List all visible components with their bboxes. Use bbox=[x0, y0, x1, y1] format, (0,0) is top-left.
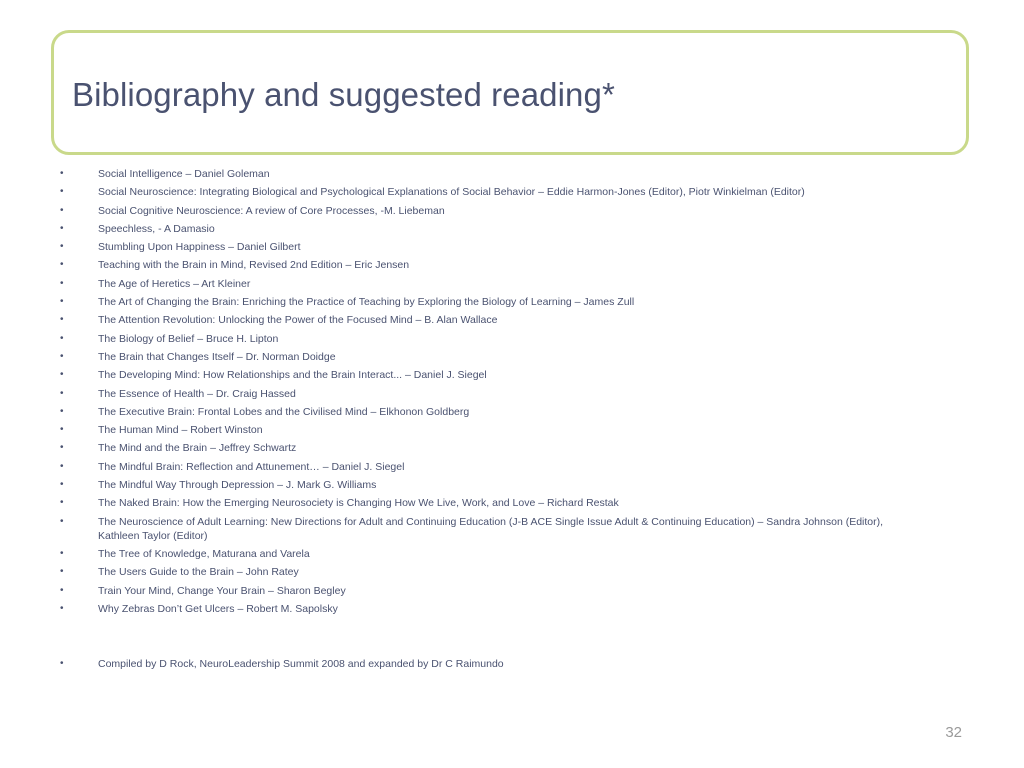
bullet-icon: • bbox=[60, 350, 64, 362]
bullet-icon: • bbox=[60, 547, 64, 559]
reading-item-text: The Neuroscience of Adult Learning: New Directions for Adult and Continuing Education (J-B ACE Single Issue Adult & Continuing Education) – Sandra Johnson (Editor), Kathleen Taylor (Editor) bbox=[98, 515, 884, 542]
reading-item-text: The Art of Changing the Brain: Enriching the Practice of Teaching by Exploring the Biology of Learning – James Zull bbox=[98, 296, 635, 309]
slide-title: Bibliography and suggested reading* bbox=[72, 76, 615, 113]
reading-list-item bbox=[0, 368, 1024, 382]
reading-list-item bbox=[0, 441, 1024, 455]
reading-item-text: The Human Mind – Robert Winston bbox=[98, 424, 263, 437]
reading-item-text: The Brain that Changes Itself – Dr. Norman Doidge bbox=[98, 350, 336, 363]
reading-item-text: The Mind and the Brain – Jeffrey Schwartz bbox=[98, 442, 297, 455]
bullet-icon: • bbox=[60, 460, 64, 472]
bullet-icon: • bbox=[60, 405, 64, 417]
reading-list-item bbox=[0, 350, 1024, 364]
reading-list-item bbox=[0, 204, 1024, 218]
reading-item-text: The Attention Revolution: Unlocking the Power of the Focused Mind – B. Alan Wallace bbox=[98, 314, 498, 327]
reading-list-item bbox=[0, 496, 1024, 510]
reading-list bbox=[0, 167, 1024, 675]
reading-list-item bbox=[0, 460, 1024, 474]
reading-list-item bbox=[0, 313, 1024, 327]
reading-list-item bbox=[0, 423, 1024, 437]
bullet-icon: • bbox=[60, 277, 64, 289]
reading-item-text: Teaching with the Brain in Mind, Revised 2nd Edition – Eric Jensen bbox=[98, 259, 410, 272]
reading-item-text: Social Intelligence – Daniel Goleman bbox=[98, 168, 270, 180]
reading-list-item bbox=[0, 547, 1024, 561]
bullet-icon: • bbox=[60, 168, 64, 179]
bullet-icon: • bbox=[60, 602, 64, 614]
bullet-icon: • bbox=[60, 222, 64, 234]
list-spacer bbox=[0, 620, 1024, 657]
reading-list-item bbox=[0, 387, 1024, 401]
reading-item-text: The Essence of Health – Dr. Craig Hassed bbox=[98, 387, 296, 400]
reading-item-text: Speechless, - A Damasio bbox=[98, 222, 215, 235]
reading-list-item bbox=[0, 565, 1024, 579]
bullet-icon: • bbox=[60, 369, 64, 381]
title-box bbox=[51, 30, 969, 155]
reading-item-text: Social Cognitive Neuroscience: A review of Core Processes, -M. Liebeman bbox=[98, 204, 445, 217]
bullet-icon: • bbox=[60, 442, 64, 454]
bullet-icon: • bbox=[60, 259, 64, 271]
bullet-icon: • bbox=[60, 497, 64, 509]
reading-list-item bbox=[0, 240, 1024, 254]
bullet-icon: • bbox=[60, 658, 64, 670]
reading-list-item bbox=[0, 515, 1024, 543]
reading-list-item bbox=[0, 478, 1024, 492]
reading-list-item bbox=[0, 167, 1024, 181]
bullet-icon: • bbox=[60, 479, 64, 491]
page-number: 32 bbox=[945, 724, 962, 741]
bullet-icon: • bbox=[60, 387, 64, 399]
footnote-item bbox=[0, 657, 1024, 671]
reading-item-text: The Users Guide to the Brain – John Ratey bbox=[98, 566, 299, 579]
reading-item-text: Train Your Mind, Change Your Brain – Sharon Begley bbox=[98, 584, 346, 597]
bullet-icon: • bbox=[60, 296, 64, 308]
reading-item-text: The Mindful Way Through Depression – J. Mark G. Williams bbox=[98, 479, 377, 492]
bullet-icon: • bbox=[60, 186, 64, 198]
bullet-icon: • bbox=[60, 204, 64, 216]
reading-item-text: The Executive Brain: Frontal Lobes and the Civilised Mind – Elkhonon Goldberg bbox=[98, 405, 470, 418]
reading-item-text: Social Neuroscience: Integrating Biological and Psychological Explanations of Social Behavior – Eddie Harmon-Jones (Editor), Piotr Winkielman (Editor) bbox=[98, 186, 805, 199]
footnote-text: Compiled by D Rock, NeuroLeadership Summit 2008 and expanded by Dr C Raimundo bbox=[98, 658, 504, 671]
bullet-icon: • bbox=[60, 515, 64, 527]
reading-item-text: The Developing Mind: How Relationships and the Brain Interact... – Daniel J. Siegel bbox=[98, 369, 487, 382]
reading-item-text: The Tree of Knowledge, Maturana and Varela bbox=[98, 547, 310, 560]
reading-list-item bbox=[0, 602, 1024, 616]
bullet-icon: • bbox=[60, 332, 64, 344]
reading-item-text: Why Zebras Don’t Get Ulcers – Robert M. Sapolsky bbox=[98, 602, 338, 615]
bullet-icon: • bbox=[60, 314, 64, 326]
reading-list-item bbox=[0, 332, 1024, 346]
reading-item-text: The Naked Brain: How the Emerging Neurosociety is Changing How We Live, Work, and Love – Richard Restak bbox=[98, 497, 619, 510]
bullet-icon: • bbox=[60, 566, 64, 578]
reading-item-text: The Mindful Brain: Reflection and Attunement… – Daniel J. Siegel bbox=[98, 460, 405, 473]
bullet-icon: • bbox=[60, 584, 64, 596]
reading-list-item bbox=[0, 277, 1024, 291]
reading-list-item bbox=[0, 258, 1024, 272]
bullet-icon: • bbox=[60, 241, 64, 253]
reading-item-text: The Biology of Belief – Bruce H. Lipton bbox=[98, 332, 279, 345]
reading-item-text: Stumbling Upon Happiness – Daniel Gilbert bbox=[98, 241, 301, 254]
bullet-icon: • bbox=[60, 424, 64, 436]
reading-list-item bbox=[0, 584, 1024, 598]
reading-list-item bbox=[0, 222, 1024, 236]
reading-item-text: The Age of Heretics – Art Kleiner bbox=[98, 277, 251, 290]
reading-list-item bbox=[0, 405, 1024, 419]
reading-list-item bbox=[0, 295, 1024, 309]
reading-list-item bbox=[0, 185, 1024, 199]
